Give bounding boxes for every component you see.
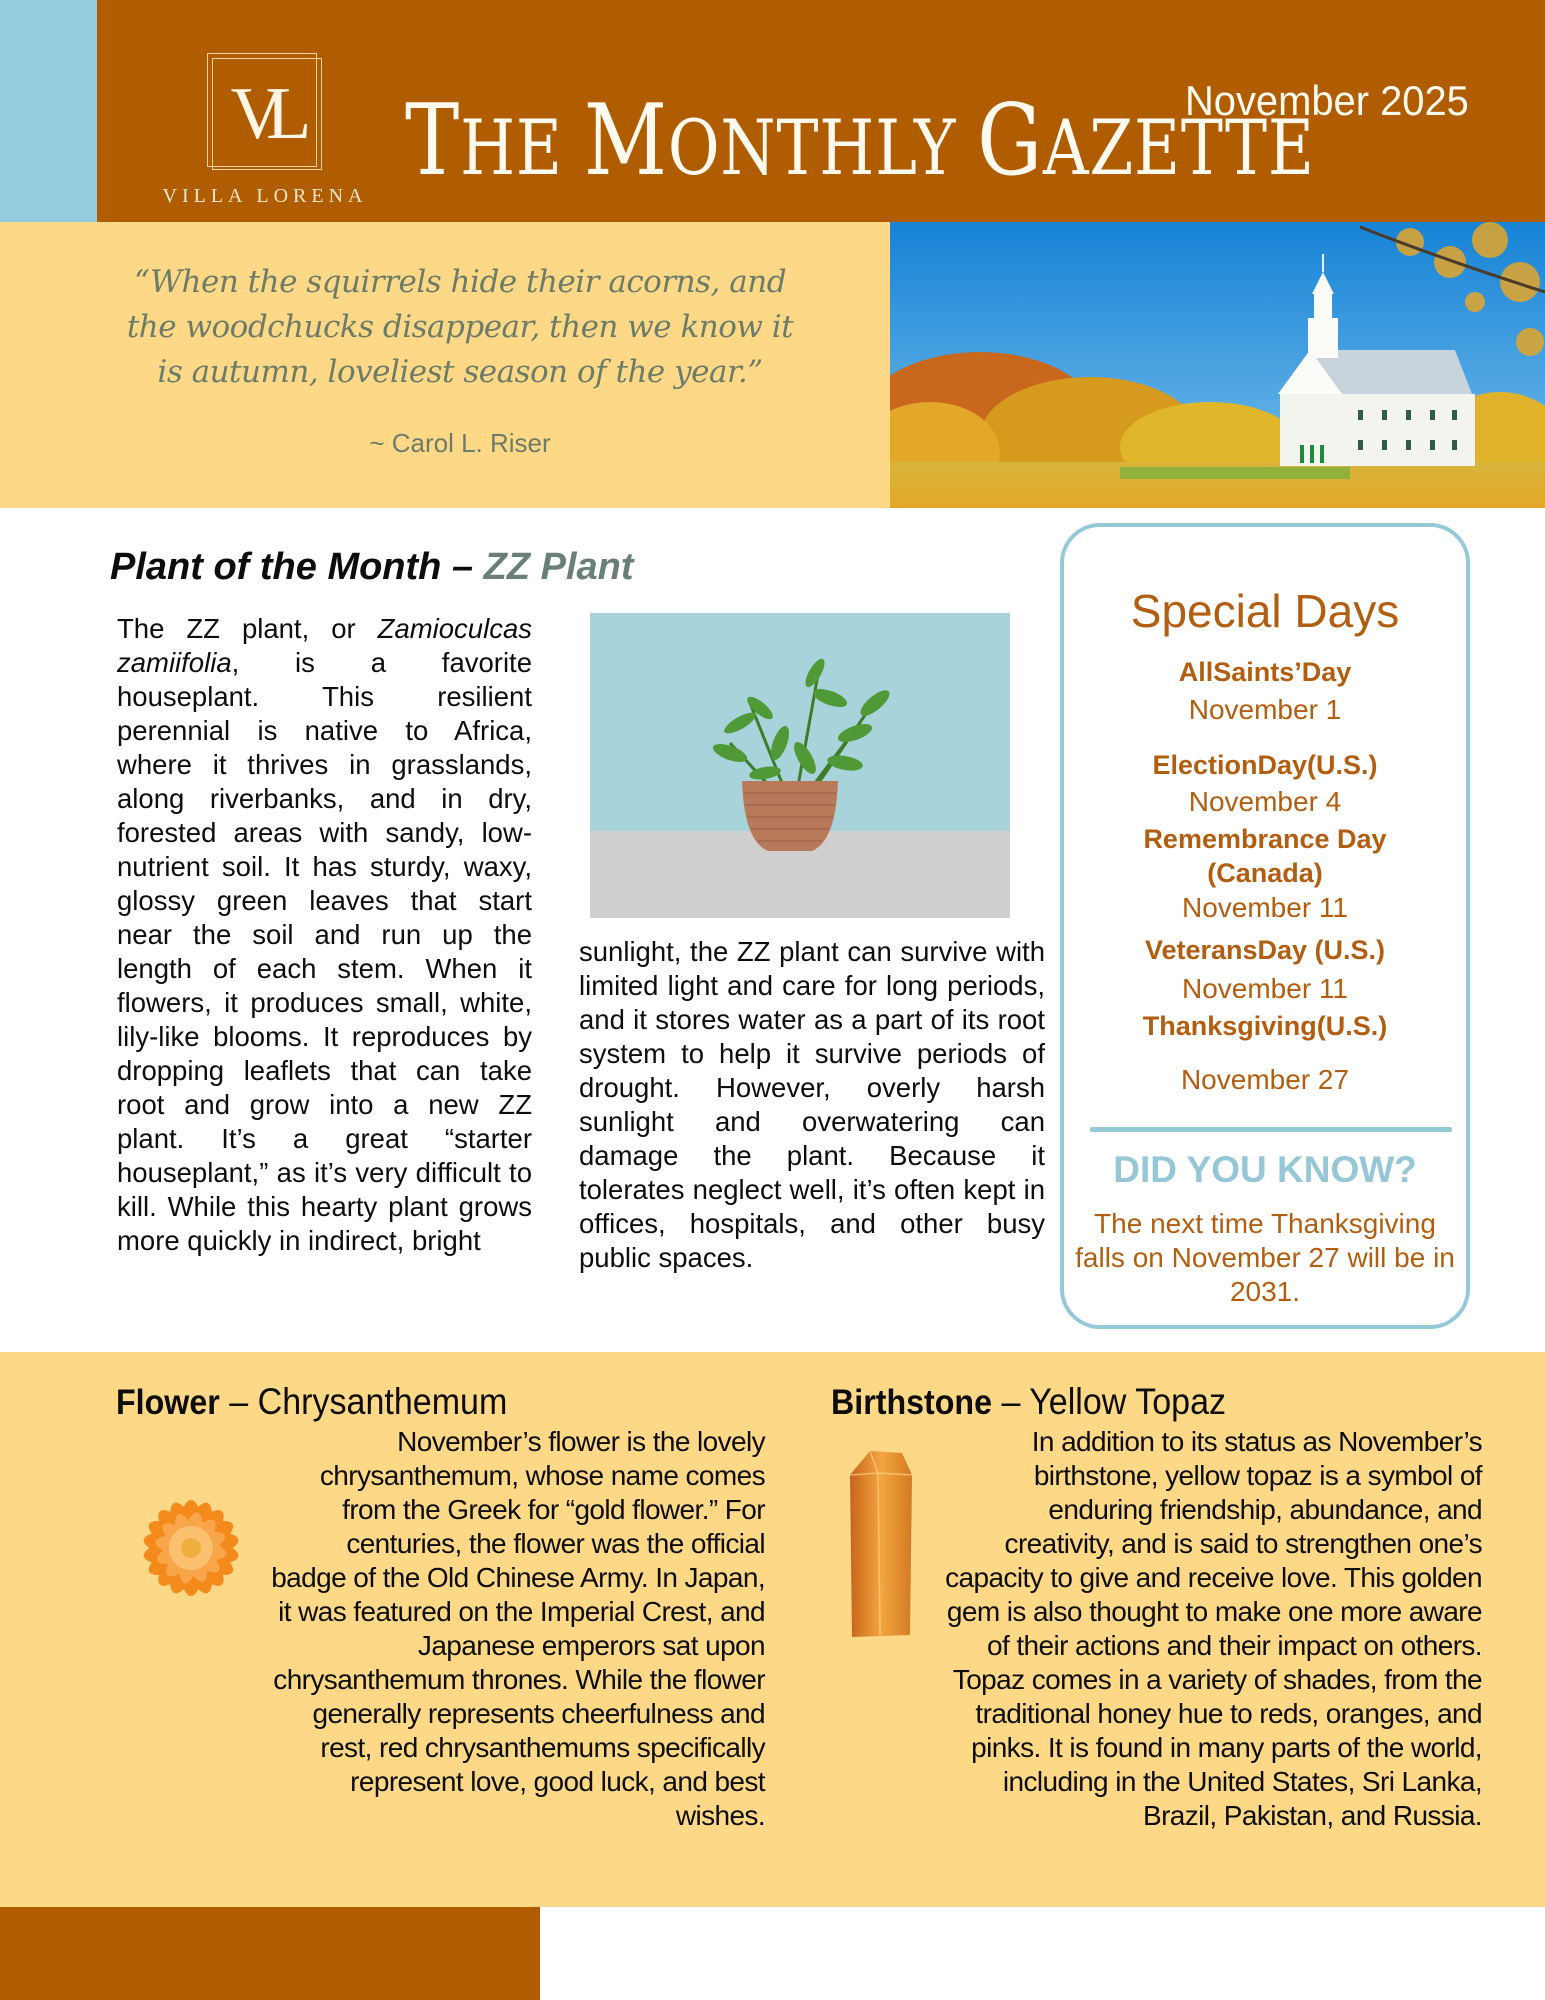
- logo-monogram: VL: [230, 73, 294, 155]
- title-cap: T: [405, 84, 461, 198]
- plant-article-column-2: sunlight, the ZZ plant can survive with limited light and care for long periods, and it stores water as a part of its root system to help it survive periods of drought. However, overly harsh sunlight and overwatering can damage the plant. Because it tolerates neglect well, it’s often kept in offices, hospitals, and other busy public spaces.: [579, 936, 1045, 1273]
- birthstone-text: In addition to its status as November’s birthstone, yellow topaz is a symbol of enduring friendship, abundance, and creativity, and is said to strengthen one’s capacity to give and receive love. This golden gem is also thought to make one more aware of their actions and their impact on others. Topaz comes in a variety of shades, from the traditional honey hue to reds, oranges, and pinks. It is found in many parts of the world, including in the United States, Sri Lanka, Brazil, Pakistan, and Russia.: [945, 1426, 1482, 1831]
- issue-date: November 2025: [1185, 77, 1469, 124]
- title-rest: ONTHLY: [667, 103, 978, 192]
- logo-name: VILLA LORENA: [162, 185, 368, 207]
- quote-author: ~ Carol L. Riser: [369, 428, 551, 458]
- special-day-name: ElectionDay(U.S.): [1152, 750, 1378, 780]
- birthstone-name: – Yellow Topaz: [992, 1381, 1227, 1422]
- header-accent-strip: [0, 0, 97, 222]
- heading-prefix: Plant of the Month –: [110, 546, 484, 588]
- article-body: , is a favorite houseplant. This resilient perennial is native to Africa, where it thrives in grasslands, along riverbanks, and in dry, forested areas with sandy, low-nutrient soil. It has sturdy, waxy, glossy green leaves that start near the soil and run up the length of each stem. When it flowers, it produces small, white, lily-like blooms. It reproduces by dropping leaflets that can take root and grow into a new ZZ plant. It’s a great “starter houseplant,” as it’s very difficult to kill. While this hearty plant grows more quickly in indirect, bright: [117, 647, 532, 1256]
- birthstone-label: Birthstone: [831, 1383, 992, 1422]
- autumn-church-image: [890, 222, 1545, 508]
- church-illustration: [890, 222, 1545, 508]
- did-you-know-title: DID YOU KNOW?: [1113, 1149, 1417, 1190]
- title-cap: M: [583, 84, 668, 198]
- special-day-date: November 1: [1188, 694, 1342, 725]
- plant-section-heading: [110, 546, 634, 589]
- birthstone-heading: [831, 1383, 1226, 1420]
- special-day-date: November 27: [1180, 1064, 1350, 1095]
- title-rest: HE: [460, 103, 584, 192]
- quote-text: “When the squirrels hide their acorns, and the woodchucks disappear, then we know it is autumn, loveliest season of the year.”: [126, 264, 794, 390]
- title-rest: AZETTE: [1042, 103, 1315, 192]
- footer-bar: [0, 1907, 540, 2000]
- special-day-date: November 11: [1181, 973, 1348, 1004]
- flower-heading: [116, 1383, 507, 1420]
- flower-label: Flower: [116, 1383, 220, 1422]
- title-word-2: [584, 84, 977, 198]
- title-cap: G: [977, 84, 1043, 198]
- title-word-1: [405, 84, 584, 198]
- plant-article-column-1: [117, 612, 532, 1258]
- special-day-date: November 4: [1188, 786, 1342, 817]
- chrysanthemum-image: [96, 1448, 286, 1648]
- special-day-name: VeteransDay (U.S.): [1144, 935, 1386, 965]
- divider: [1090, 1127, 1452, 1132]
- zz-plant-image: [590, 613, 1010, 918]
- flower-text: November’s flower is the lovely chrysanthemum, whose name comes from the Greek for “gold flower.” For centuries, the flower was the official badge of the Old Chinese Army. In Japan, it was featured on the Imperial Crest, and Japanese emperors sat upon chrysanthemum thrones. While the flower generally represents cheerfulness and rest, red chrysanthemums specifically represent love, good luck, and best wishes.: [271, 1426, 765, 1831]
- plant-illustration: [590, 613, 1010, 918]
- flower-illustration: [96, 1448, 286, 1648]
- article-intro: The ZZ plant, or: [117, 613, 378, 644]
- topaz-illustration: [840, 1445, 922, 1645]
- special-day-name: AllSaints’Day: [1178, 657, 1352, 687]
- heading-accent: ZZ Plant: [483, 546, 634, 588]
- special-days-box: [1060, 523, 1470, 1329]
- special-day-date: November 11: [1181, 892, 1348, 923]
- did-you-know-text: The next time Thanksgiving falls on November 27 will be in 2031.: [1075, 1208, 1455, 1307]
- special-day-name: Remembrance Day (Canada): [1143, 824, 1387, 888]
- special-day-name: Thanksgiving(U.S.): [1142, 1011, 1388, 1041]
- page-title: [405, 84, 1315, 198]
- special-days-title: Special Days: [1130, 585, 1400, 637]
- scientific-name: Zamioculcas zamiifolia: [117, 613, 532, 678]
- flower-name: – Chrysanthemum: [219, 1381, 508, 1422]
- yellow-topaz-image: [840, 1445, 922, 1645]
